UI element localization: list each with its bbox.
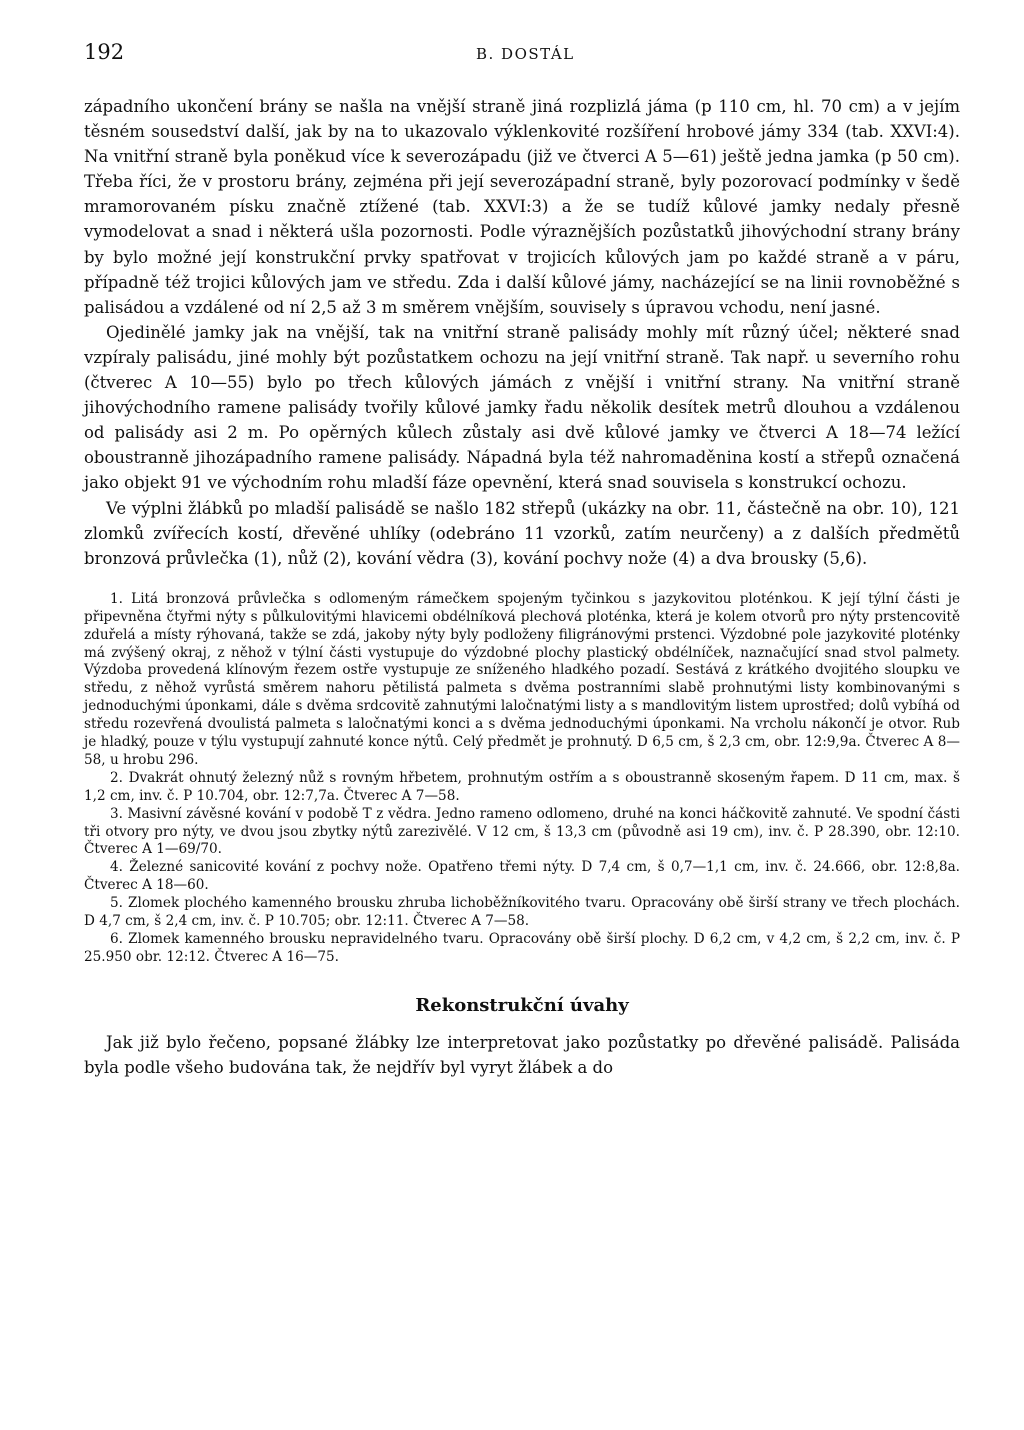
running-head: B. DOSTÁL [476,45,575,63]
paragraph: Ojedinělé jamky jak na vnější, tak na vnitřní straně palisády mohly mít různý účel; některé snad vzpíraly palisádu, jiné mohly být pozůstatkem ochozu na její vnitřní straně. Tak např. u severního rohu (čtverec A 10—55) bylo po třech kůlových jámách z vnější i vnitřní strany. Na vnitřní straně jihovýchodního ramene palisády tvořily kůlové jamky řadu několik desítek metrů dlouhou a vzdálenou od palisády asi 2 m. Po opěrných kůlech zůstaly asi dvě kůlové jamky ve čtverci A 18—74 ležící oboustranně jihozápadního ramene palisády. Nápadná byla též nahromaděnina kostí a střepů označená jako objekt 91 ve východním rohu mladší fáze opevnění, která snad souvisela s konstrukcí ochozu. [84,322,960,493]
page-header [84,40,960,72]
catalogue-entry: 6. Zlomek kamenného brousku nepravidelného tvaru. Opracovány obě širší plochy. D 6,2 cm, v 4,2 cm, š 2,2 cm, inv. č. P 25.950 obr. 12:12. Čtverec A 16—75. [84,931,960,965]
page-number: 192 [84,40,125,64]
catalogue-entry: 4. Železné sanicovité kování z pochvy nože. Opatřeno třemi nýty. D 7,4 cm, š 0,7—1,1 cm, inv. č. 24.666, obr. 12:8,8a. Čtverec A 18—60. [84,859,960,894]
paragraph: západního ukončení brány se našla na vnější straně jiná rozplizlá jáma (p 110 cm, hl. 70 cm) a v jejím těsném sousedství další, jak by na to ukazovalo výklenkovité rozšíření hrobové jámy 334 (tab. XXVI:4). Na vnitřní straně byla poněkud více k severozápadu (již ve čtverci A 5—61) ještě jedna jamka (p 50 cm). Třeba říci, že v prostoru brány, zejména při její severozápadní straně, byly pozorovací podmínky v šedě mramorovaném písku značně ztížené (tab. XXVI:3) a že se tudíž kůlové jamky nedaly přesně vymodelovat a snad i některá ušla pozornosti. Podle výraznějších pozůstatků jihovýchodní strany brány by bylo možné její konstrukční prvky spatřovat v trojicích kůlových jam po každé straně a v páru, případně též trojici kůlových jam ve středu. Zda i další kůlové jámy, nacházející se na linii rovnoběžné s palisádou a vzdálené od ní 2,5 až 3 m směrem vnějším, souvisely s úpravou vchodu, není jasné. [84,97,960,317]
paragraph: Ve výplni žlábků po mladší palisádě se našlo 182 střepů (ukázky na obr. 11, částečně na obr. 10), 121 zlomků zvířecích kostí, dřevěné uhlíky (odebráno 11 vzorků, zatím neurčeny) a z dalších předmětů bronzová průvlečka (1), nůž (2), kování vědra (3), kování pochvy nože (4) a dva brousky (5,6). [84,498,960,568]
section-text [84,1030,960,1080]
section-heading: Rekonstrukční úvahy [415,994,629,1016]
catalogue-entry: 1. Litá bronzová průvlečka s odlomeným rámečkem spojeným tyčinkou s jazykovitou ploténkou. K její týlní části je připevněna čtyřmi nýty s půlkulovitými hlavicemi obdélníková plechová ploténka, která je kolem otvorů pro nýty prstencovitě zduřelá a místy rýhovaná, takže se zdá, jakoby nýty byly podloženy filigránovými prstenci. Výzdobné pole jazykovité ploténky má zvýšený okraj, z něhož v týlní části vystupuje do výzdobné plochy plastický obdélníček, naznačující snad stvol palmety. Výzdoba provedená klínovým řezem ostře vystupuje ze sníženého hladkého pozadí. Sestává z krátkého dvojitého sloupku ve středu, z něhož vyrůstá směrem nahoru pětilistá palmeta s dvěma postranními slabě prohnutými listy kombinovanými s jednoduchými úponkami, dále s dvěma srdcovitě zahnutými laločnatými listy a s mandlovitým listem uprostřed; dolů vybíhá od středu rozevřená dvoulistá palmeta s laločnatými konci a s dvěma jednoduchými úponkami. Na vrcholu nákončí je otvor. Rub je hladký, pouze v týlu vystupují zahnuté konce nýtů. Celý předmět je prohnutý. D 6,5 cm, š 2,3 cm, obr. 12:9,9a. Čtverec A 8—58, u hrobu 296. [84,590,960,768]
main-text [84,94,960,571]
find-catalogue [84,591,960,967]
catalogue-entry: 5. Zlomek plochého kamenného brousku zhruba lichoběžníkovitého tvaru. Opracovány obě širší strany ve třech plochách. D 4,7 cm, š 2,4 cm, inv. č. P 10.705; obr. 12:11. Čtverec A 7—58. [84,895,960,930]
paragraph: Jak již bylo řečeno, popsané žlábky lze interpretovat jako pozůstatky po dřevěné palisádě. Palisáda byla podle všeho budována tak, že nejdřív byl vyryt žlábek a do [84,1032,960,1077]
catalogue-entry: 3. Masivní závěsné kování v podobě T z vědra. Jedno rameno odlomeno, druhé na konci háčkovitě zahnuté. Ve spodní části tři otvory pro nýty, ve dvou jsou zbytky nýtů zarezivělé. V 12 cm, š 13,3 cm (původně asi 19 cm), inv. č. P 28.390, obr. 12:10. Čtverec A 1—69/70. [84,805,960,858]
catalogue-entry: 2. Dvakrát ohnutý železný nůž s rovným hřbetem, prohnutým ostřím a s oboustranně skoseným řapem. D 11 cm, max. š 1,2 cm, inv. č. P 10.704, obr. 12:7,7a. Čtverec A 7—58. [84,769,960,804]
